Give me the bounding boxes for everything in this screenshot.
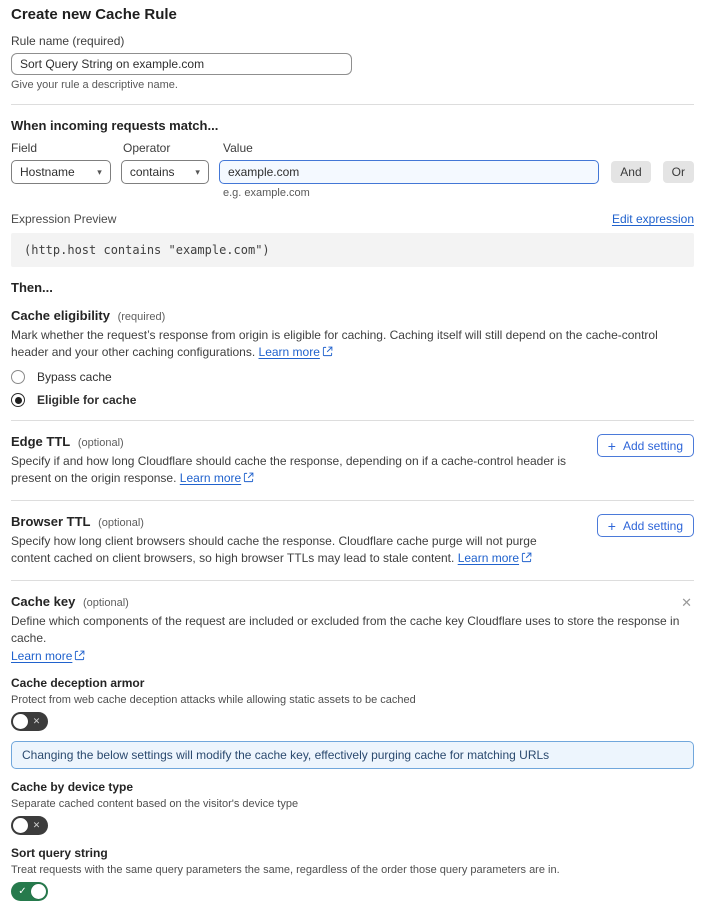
cache-key-learn-more-row (11, 648, 694, 665)
cache-eligibility-description (11, 327, 694, 361)
radio-eligible-for-cache[interactable] (11, 393, 694, 407)
cache-deception-armor-toggle[interactable] (11, 712, 48, 731)
edge-ttl-section (11, 434, 694, 487)
cache-key-description: Define which components of the request are included or excluded from the cache key Cloudflare uses to store the response in cache. (11, 614, 680, 645)
rule-name-input[interactable] (11, 53, 352, 75)
rule-name-label: Rule name (required) (11, 34, 125, 48)
radio-label: Bypass cache (37, 370, 112, 384)
learn-more-link[interactable]: Learn more (11, 649, 73, 663)
optional-qualifier: (optional) (77, 437, 124, 449)
add-setting-button[interactable] (597, 434, 694, 457)
page-title: Create new Cache Rule (11, 6, 177, 23)
or-button[interactable]: Or (663, 161, 694, 183)
cache-by-device-type-toggle[interactable] (11, 816, 48, 835)
external-link-icon (521, 552, 532, 563)
cache-key-heading (11, 594, 694, 609)
browser-ttl-description-text: Specify how long client browsers should cache the response. Cloudflare cache purge will not purge content cached on client browsers, so high browser TTLs may lead to stale content. (11, 534, 537, 565)
cache-eligibility-heading (11, 308, 694, 323)
cache-key-warning-banner: Changing the below settings will modify the cache key, effectively purging cache for matching URLs (11, 741, 694, 769)
radio-bypass-cache[interactable] (11, 370, 694, 384)
learn-more-link[interactable]: Learn more (258, 345, 320, 359)
field-select[interactable] (11, 160, 111, 184)
and-button[interactable]: And (611, 161, 650, 183)
check-icon: ✓ (18, 885, 27, 897)
cache-by-device-type-description: Separate cached content based on the visitor's device type (11, 798, 299, 810)
toggle-knob (13, 818, 28, 833)
rule-name-helper: Give your rule a descriptive name. (11, 79, 178, 91)
then-heading: Then... (11, 280, 53, 295)
x-icon: ✕ (32, 820, 41, 830)
cache-by-device-type-title: Cache by device type (11, 780, 134, 794)
sort-query-string-toggle[interactable] (11, 882, 48, 901)
edge-ttl-title: Edge TTL (11, 434, 71, 449)
value-hint: e.g. example.com (223, 187, 310, 199)
external-link-icon (322, 346, 333, 357)
operator-select-value: contains (129, 165, 175, 179)
required-qualifier: (required) (117, 311, 166, 323)
add-setting-label: Add setting (622, 518, 683, 533)
section-divider (11, 500, 694, 501)
sort-query-string-description: Treat requests with the same query parameters the same, regardless of the order those query parameters are in. (11, 864, 560, 876)
sort-query-string-title: Sort query string (11, 846, 108, 860)
radio-label: Eligible for cache (37, 393, 137, 407)
cache-key-title: Cache key (11, 594, 76, 609)
edit-expression-link[interactable]: Edit expression (611, 212, 694, 226)
add-setting-button[interactable] (597, 514, 694, 537)
operator-select[interactable] (121, 160, 209, 184)
plus-icon: + (607, 517, 616, 534)
match-labels (11, 141, 694, 155)
browser-ttl-heading (11, 514, 694, 529)
toggle-knob (31, 884, 46, 899)
chevron-down-icon: ▾ (195, 166, 200, 177)
expression-code: (http.host contains "example.com") (11, 233, 694, 267)
add-setting-label: Add setting (622, 438, 683, 453)
value-label: Value (223, 141, 253, 155)
operator-label: Operator (123, 141, 171, 155)
cache-key-section (11, 594, 694, 901)
edge-ttl-heading (11, 434, 694, 449)
section-divider (11, 420, 694, 421)
close-icon[interactable]: ✕ (681, 595, 692, 610)
toggle-knob (13, 714, 28, 729)
radio-button (11, 393, 25, 407)
learn-more-link[interactable]: Learn more (179, 471, 242, 485)
cache-deception-armor-title: Cache deception armor (11, 676, 145, 690)
browser-ttl-description (11, 533, 563, 567)
cache-eligibility-description-text: Mark whether the request’s response from origin is eligible for caching. Caching itself will still depend on the cache-control header and your other caching configurations. (11, 328, 658, 359)
value-input[interactable] (219, 160, 599, 184)
section-divider (11, 580, 694, 581)
expression-preview-label: Expression Preview (11, 212, 117, 226)
cache-deception-armor-description: Protect from web cache deception attacks while allowing static assets to be cached (11, 694, 416, 706)
expression-preview-row (11, 212, 694, 226)
chevron-down-icon: ▾ (97, 166, 102, 177)
section-divider (11, 104, 694, 105)
optional-qualifier: (optional) (82, 597, 129, 609)
edge-ttl-description (11, 453, 571, 487)
external-link-icon (74, 650, 85, 661)
learn-more-link[interactable]: Learn more (457, 551, 520, 565)
browser-ttl-title: Browser TTL (11, 514, 91, 529)
edge-ttl-description-text: Specify if and how long Cloudflare should cache the response, depending on if a cache-control header is present on the origin response. (11, 454, 567, 485)
match-heading: When incoming requests match... (11, 118, 219, 133)
match-controls (11, 160, 694, 184)
plus-icon: + (607, 437, 616, 454)
cache-eligibility-title: Cache eligibility (11, 308, 110, 323)
external-link-icon (243, 472, 254, 483)
browser-ttl-section (11, 514, 694, 567)
field-label: Field (11, 141, 38, 155)
field-select-value: Hostname (20, 165, 75, 179)
x-icon: ✕ (32, 716, 41, 726)
optional-qualifier: (optional) (98, 517, 144, 529)
radio-button (11, 370, 25, 384)
